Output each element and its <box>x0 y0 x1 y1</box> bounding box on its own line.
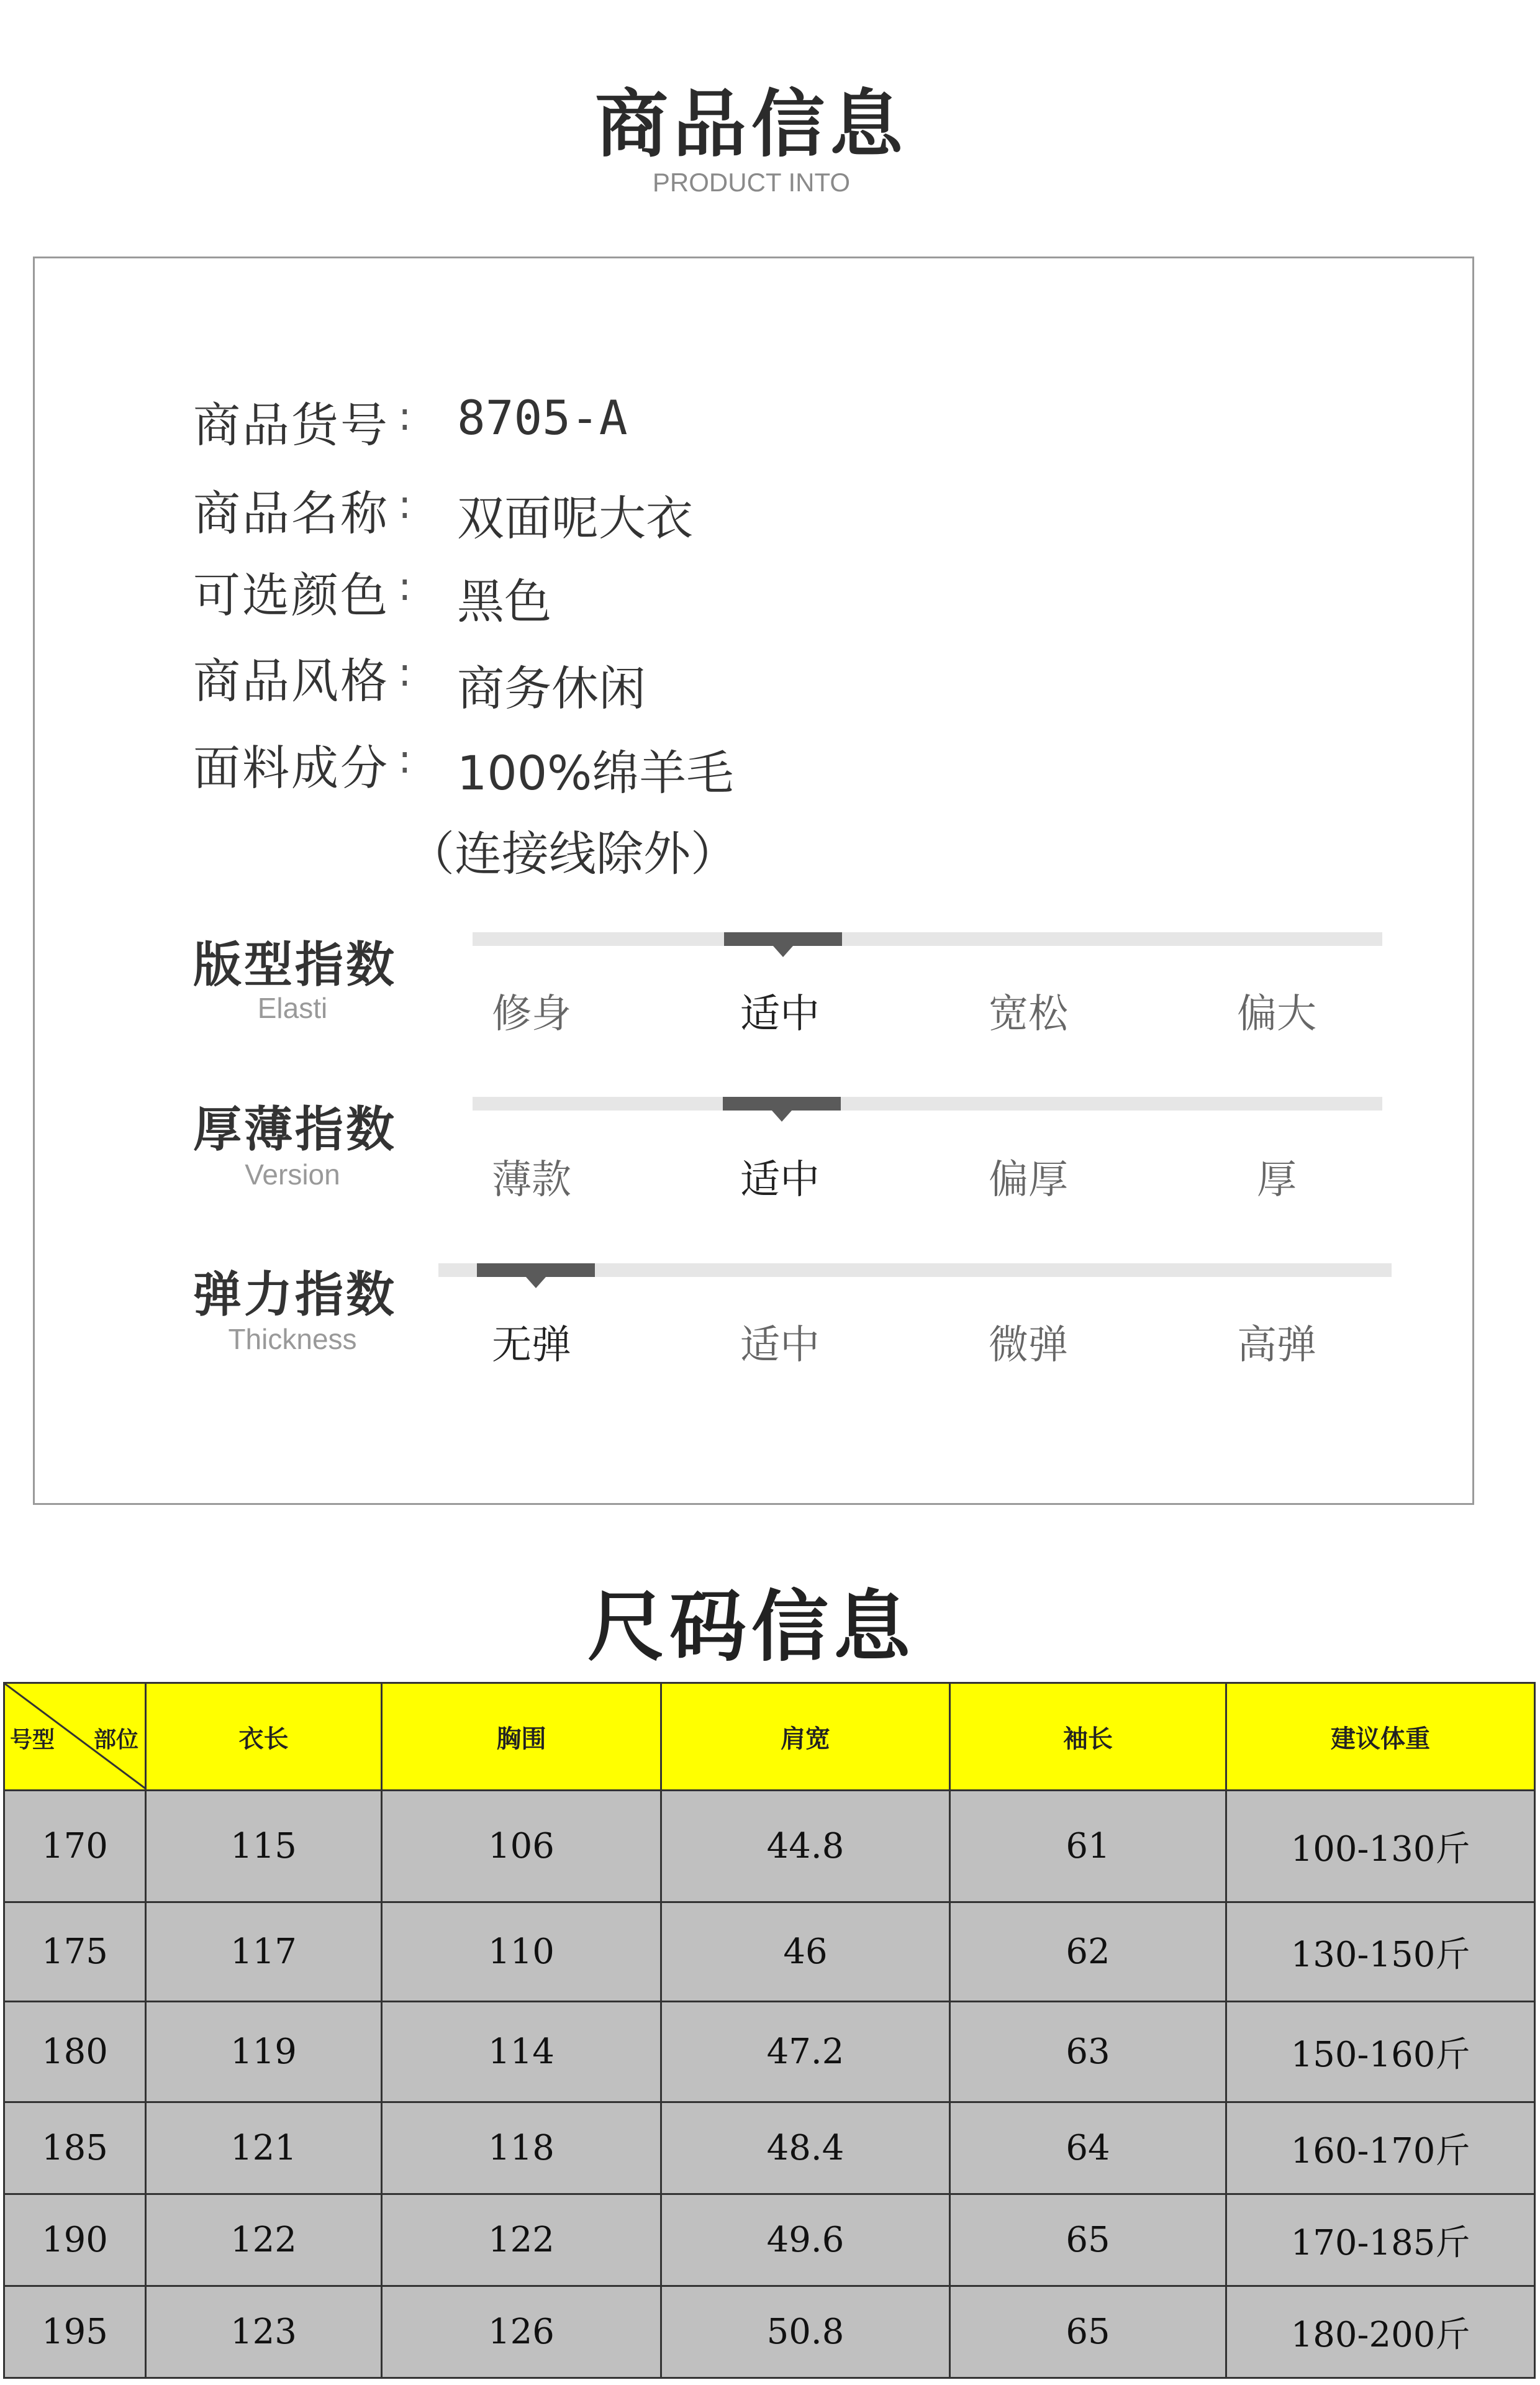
info-colon: : <box>398 482 412 528</box>
table-row <box>4 2286 1535 2378</box>
index-option: 适中 <box>740 1322 820 1368</box>
table-cell: 62 <box>950 1902 1226 2002</box>
table-cell: 150-160斤 <box>1226 2002 1535 2102</box>
table-row <box>4 2002 1535 2102</box>
table-cell: 180-200斤 <box>1226 2286 1535 2378</box>
table-cell: 115 <box>146 1791 382 1902</box>
size-cell: 185 <box>4 2102 146 2194</box>
info-colon: : <box>398 737 412 783</box>
index-subtitle: Elasti <box>257 992 328 1024</box>
size-cell: 190 <box>4 2194 146 2286</box>
info-colon: : <box>398 564 412 610</box>
index-option-selected: 无弹 <box>492 1322 571 1368</box>
index-option: 修身 <box>492 991 571 1037</box>
table-cell: 106 <box>382 1791 661 1902</box>
size-table <box>3 1682 1536 2379</box>
info-colon: : <box>398 650 412 696</box>
product-info-title: 商品信息 <box>594 81 908 167</box>
index-subtitle: Thickness <box>228 1323 357 1355</box>
table-cell: 44.8 <box>661 1791 950 1902</box>
info-value: 双面呢大衣 <box>457 491 693 546</box>
info-value: 商务休闲 <box>457 661 646 716</box>
info-value: 黑色 <box>457 574 551 629</box>
table-header-cell: 建议体重 <box>1226 1683 1535 1791</box>
table-row <box>4 1791 1535 1902</box>
index-option-selected: 适中 <box>740 1157 820 1203</box>
info-colon: : <box>398 394 412 440</box>
index-subtitle: Version <box>245 1158 340 1191</box>
index-track <box>473 932 1382 946</box>
table-cell: 47.2 <box>661 2002 950 2102</box>
table-cell: 46 <box>661 1902 950 2002</box>
product-info-panel <box>33 257 1474 1505</box>
table-cell: 126 <box>382 2286 661 2378</box>
index-marker <box>724 932 842 946</box>
index-marker-arrow <box>526 1277 546 1288</box>
table-header-cell: 肩宽 <box>661 1683 950 1791</box>
table-cell: 117 <box>146 1902 382 2002</box>
table-cell: 121 <box>146 2102 382 2194</box>
table-row <box>4 1902 1535 2002</box>
size-cell: 175 <box>4 1902 146 2002</box>
info-label: 商品名称 <box>193 486 389 541</box>
table-header-cell: 胸围 <box>382 1683 661 1791</box>
index-option: 微弹 <box>989 1322 1068 1368</box>
index-option: 宽松 <box>989 991 1068 1037</box>
corner-label-size: 号型 <box>10 1727 55 1753</box>
table-cell: 110 <box>382 1902 661 2002</box>
index-track <box>473 1097 1382 1111</box>
table-cell: 50.8 <box>661 2286 950 2378</box>
table-cell: 114 <box>382 2002 661 2102</box>
table-cell: 119 <box>146 2002 382 2102</box>
corner-label-part: 部位 <box>93 1727 138 1753</box>
index-option: 偏大 <box>1237 991 1316 1037</box>
index-title: 弹力指数 <box>193 1267 397 1323</box>
table-header-row <box>4 1683 1535 1791</box>
info-label: 商品货号 <box>193 398 389 453</box>
table-cell: 63 <box>950 2002 1226 2102</box>
table-row <box>4 2102 1535 2194</box>
product-info-subtitle: PRODUCT INTO <box>652 168 851 197</box>
table-cell: 49.6 <box>661 2194 950 2286</box>
table-cell: 65 <box>950 2194 1226 2286</box>
index-option-selected: 适中 <box>740 991 820 1037</box>
table-row <box>4 2194 1535 2286</box>
table-corner-cell <box>4 1683 146 1791</box>
table-cell: 122 <box>146 2194 382 2286</box>
info-label: 面料成分 <box>193 740 389 796</box>
size-cell: 195 <box>4 2286 146 2378</box>
table-cell: 64 <box>950 2102 1226 2194</box>
info-label: 商品风格 <box>193 653 389 709</box>
index-title: 厚薄指数 <box>193 1102 397 1158</box>
index-option: 厚 <box>1257 1157 1297 1203</box>
index-option: 高弹 <box>1237 1322 1316 1368</box>
table-cell: 61 <box>950 1791 1226 1902</box>
size-table-body <box>4 1791 1535 2378</box>
table-cell: 122 <box>382 2194 661 2286</box>
info-label: 可选颜色 <box>193 568 389 623</box>
index-option: 偏厚 <box>989 1157 1068 1203</box>
info-note: （连接线除外） <box>407 826 738 881</box>
table-header-cell: 袖长 <box>950 1683 1226 1791</box>
size-cell: 180 <box>4 2002 146 2102</box>
table-cell: 123 <box>146 2286 382 2378</box>
table-cell: 100-130斤 <box>1226 1791 1535 1902</box>
table-cell: 118 <box>382 2102 661 2194</box>
table-cell: 170-185斤 <box>1226 2194 1535 2286</box>
table-header-cell: 衣长 <box>146 1683 382 1791</box>
info-value: 100%绵羊毛 <box>457 745 734 801</box>
table-cell: 160-170斤 <box>1226 2102 1535 2194</box>
index-marker-arrow <box>773 946 793 957</box>
index-title: 版型指数 <box>193 937 397 993</box>
info-value: 8705-A <box>457 390 628 445</box>
table-cell: 48.4 <box>661 2102 950 2194</box>
table-cell: 65 <box>950 2286 1226 2378</box>
size-cell: 170 <box>4 1791 146 1902</box>
size-info-title: 尺码信息 <box>587 1583 915 1672</box>
table-cell: 130-150斤 <box>1226 1902 1535 2002</box>
index-option: 薄款 <box>492 1157 571 1203</box>
index-marker <box>723 1097 841 1111</box>
index-marker-arrow <box>772 1111 792 1122</box>
index-marker <box>477 1263 595 1277</box>
